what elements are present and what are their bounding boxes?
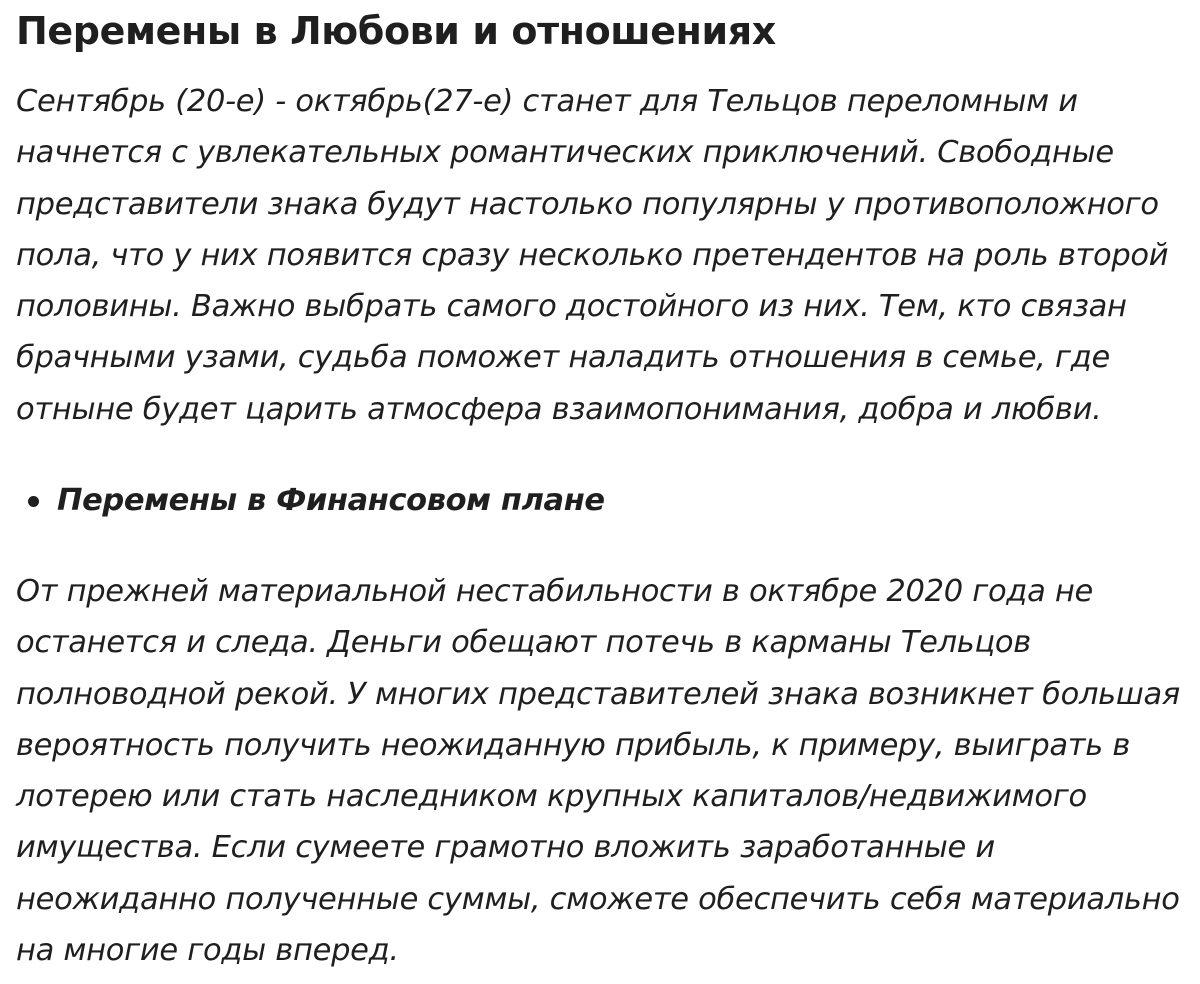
list-item-label: Перемены в Финансовом плане xyxy=(57,483,605,518)
bullet-list xyxy=(0,478,605,524)
love-paragraph: Сентябрь (20-е) - октябрь(27-е) станет для Тельцов переломным и начнется с увлекательных романтических приключений. Свободные представители знака будут настолько популярны у противоположного пола, что у них появится сразу несколько претендентов на роль второй половины. Важно выбрать самого достойного из них. Тем, кто связан брачными узами, судьба поможет наладить отношения в семье, где отныне будет царить атмосфера взаимопонимания, добра и любви. xyxy=(16,84,1169,427)
bullet-dot-icon xyxy=(28,496,39,507)
finance-paragraph: От прежней материальной нестабильности в октябре 2020 года не останется и следа. Деньги обещают потечь в карманы Тельцов полноводной рекой. У многих представителей знака возникнет большая вероятность получить неожиданную прибыль, к примеру, выиграть в лотерею или стать наследником крупных капиталов/недвижимого имущества. Если сумеете грамотно вложить заработанные и неожиданно полученные суммы, сможете обеспечить себя материально на многие годы вперед. xyxy=(16,574,1180,969)
list-item xyxy=(0,478,605,524)
section-heading: Перемены в Любови и отношениях xyxy=(16,9,776,53)
